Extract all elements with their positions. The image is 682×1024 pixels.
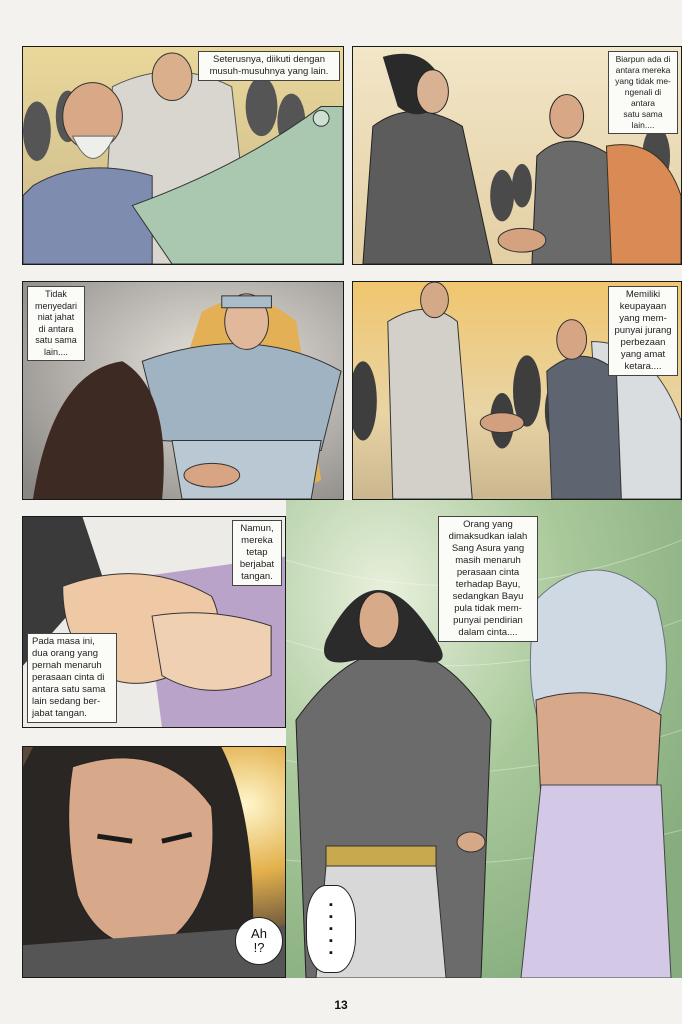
panel-7 [286,500,682,978]
panel-2-caption: Biarpun ada di antara mereka yang tidak me- ngenali di antara satu sama lain.... [608,51,678,134]
panel-6 [22,746,286,978]
panel-1 [22,46,344,265]
panel-5-caption-top: Namun, mereka tetap berjabat tangan. [232,520,282,586]
panel-3-caption: Tidak menyedari niat jahat di antara satu sama lain.... [27,286,85,361]
panel-4 [352,281,682,500]
panel-1-caption: Seterusnya, diikuti dengan musuh-musuhnya yang lain. [198,51,340,81]
page-number: 13 [334,998,348,1012]
panel-7-speech-bubble: ▪ ▪ ▪ ▪ ▪ [306,885,356,973]
panel-6-speech-bubble: Ah !? [235,917,283,965]
panel-7-caption: Orang yang dimaksudkan ialah Sang Asura yang masih menaruh perasaan cinta terhadap Bayu, sedangkan Bayu pula tidak mem- punyai pendirian dalam cinta.... [438,516,538,642]
panel-3 [22,281,344,500]
panel-5-caption-bottom: Pada masa ini, dua orang yang pernah menaruh perasaan cinta di antara satu sama lain sedang ber- jabat tangan. [27,633,117,723]
panel-4-caption: Memiliki keupayaan yang mem- punyai jurang perbezaan yang amat ketara.... [608,286,678,376]
panel-2 [352,46,682,265]
panel-5 [22,516,286,728]
